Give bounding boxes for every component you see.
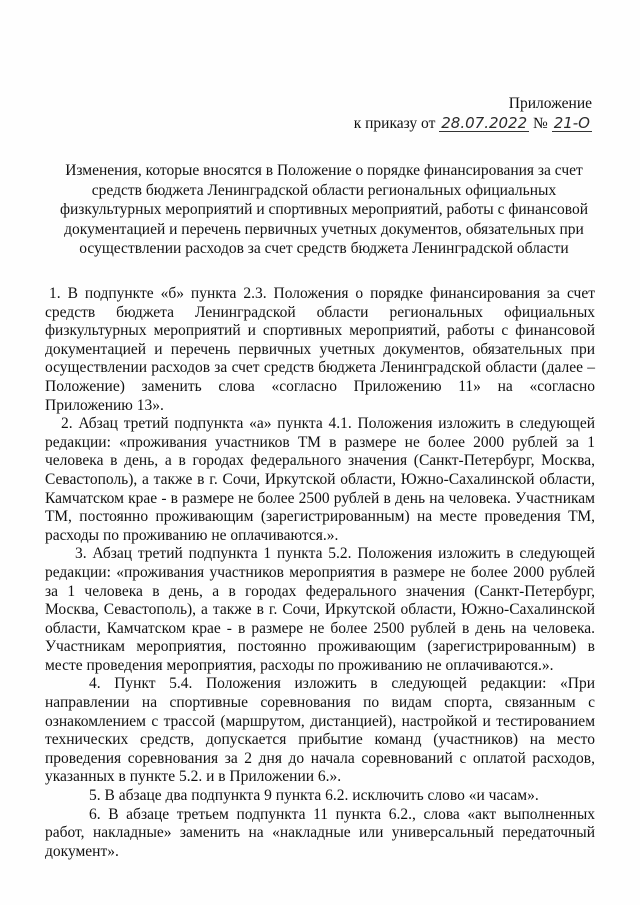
paragraph-5: 5. В абзаце два подпункта 9 пункта 6.2. исключить слово «и часам». (89, 787, 539, 805)
paragraph-3: 3. Абзац третий подпункта 1 пункта 5.2. Положения изложить в следующей редакции: «проживания участников мероприятия в размере не более 2000 рублей за 1 человека в день, а в городах федерального значения (Санкт-Петербург, Москва, Севастополь), а также в г. Сочи, Иркутской области, Южно-Сахалинской области, Камчатском крае - в размере не более 2500 рублей в день на человека. Участникам мероприятия, постоянно проживающим (зарегистрированным) в месте проведения мероприятия, расходы по проживанию не оплачиваются.». (45, 545, 595, 674)
order-number-handwritten: 21-О (553, 114, 590, 132)
appendix-header (354, 94, 592, 134)
paragraph-6: 6. В абзаце третьем подпункта 11 пункта 6.2., слова «акт выполненных работ, накладные» заменить на «накладные или универсальный передаточный документ». (45, 805, 595, 860)
number-sign: № (533, 115, 548, 132)
document-body (45, 285, 595, 861)
paragraph-1: 1. В подпункте «б» пункта 2.3. Положения о порядке финансирования за счет средств бюджета Ленинградской области региональных официальных физкультурных мероприятий и спортивных мероприятий, работы с финансовой документацией и перечень первичных учетных документов, обязательных при осуществлении расходов за счет средств бюджета Ленинградской области (далее – Положение) заменить слова «согласно Приложению 11» на «согласно Приложению 13». (45, 285, 595, 414)
paragraph-2: 2. Абзац третий подпункта «а» пункта 4.1. Положения изложить в следующей редакции: «проживания участников ТМ в размере не более 2000 рублей за 1 человека в день, а в городах федерального значения (Санкт-Петербург, Москва, Севастополь), а также в г. Сочи, Иркутской области, Южно-Сахалинской области, Камчатском крае - в размере не более 2500 рублей в день на человека. Участникам ТМ, постоянно проживающим (зарегистрированным) на месте проведения ТМ, расходы по проживанию не оплачиваются.». (45, 415, 595, 544)
order-prefix: к приказу от (353, 115, 436, 132)
order-reference (354, 114, 592, 134)
document-title: Изменения, которые вносятся в Положение о порядке финансирования за счет средств бюджета Ленинградской области региональных официальных физкультурных мероприятий и спортивных мероприятий, работы с финансовой документацией и перечень первичных учетных документов, обязательных при осуществлении расходов за счет средств бюджета Ленинградской области (59, 162, 589, 257)
appendix-label: Приложение (508, 95, 592, 112)
paragraph-4: 4. Пункт 5.4. Положения изложить в следующей редакции: «При направлении на спортивные соревнования по видам спорта, связанным с ознакомлением с трассой (маршрутом, дистанцией), настройкой и тестированием технических средств, допускается прибытие команд (участников) на место проведения соревнования за 2 дня до начала соревнований с оплатой расходов, указанных в пункте 5.2. и в Приложении 6.». (45, 675, 595, 786)
order-date-handwritten: 28.07.2022 (441, 114, 528, 132)
